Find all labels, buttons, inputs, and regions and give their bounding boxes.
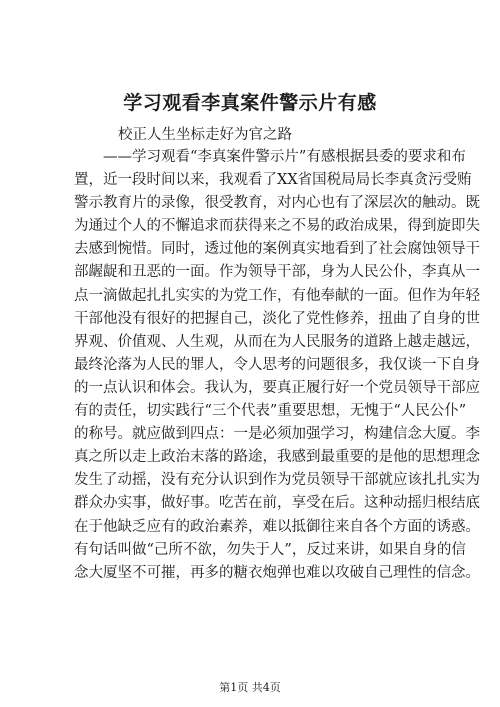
body-line: 的一点认识和体会。我认为，要真正履行好一个党员领导干部应 bbox=[74, 379, 480, 396]
body-line: 有的责任，切实践行“三个代表”重要思想，无愧于“人民公仆” bbox=[74, 403, 467, 420]
body-line: 真之所以走上政治末落的路途，我感到最重要的是他的思想理念 bbox=[74, 449, 480, 466]
document-body bbox=[74, 146, 480, 585]
body-line: 去感到惋惜。同时，透过他的案例真实地看到了社会腐蚀领导干 bbox=[74, 241, 480, 258]
body-line: ——学习观看“李真案件警示片”有感根据县委的要求和布 bbox=[103, 149, 466, 165]
body-line: 为通过个人的不懈追求而获得来之不易的政治成果，得到旋即失 bbox=[74, 218, 480, 235]
body-line: 群众办实事，做好事。吃苦在前，享受在后。这种动摇归根结底 bbox=[74, 495, 480, 512]
body-line: 念大厦坚不可摧，再多的糖衣炮弹也难以攻破自己理性的信念。 bbox=[74, 564, 480, 581]
body-line: 发生了动摇，没有充分认识到作为党员领导干部就应该扎扎实为 bbox=[74, 472, 480, 489]
body-line: 有句话叫做“己所不欲，勿失于人”，反过来讲，如果自身的信 bbox=[74, 541, 466, 558]
document-subtitle: 校正人生坐标走好为官之路 bbox=[118, 127, 292, 143]
body-line: 最终沦落为人民的罪人，令人思考的问题很多，我仅谈一下自身 bbox=[74, 356, 480, 373]
body-line: 部龌龊和丑恶的一面。作为领导干部，身为人民公仆，李真从一 bbox=[74, 264, 480, 281]
body-line: 警示教育片的录像，很受教育，对内心也有了深层次的触动。既 bbox=[74, 195, 480, 212]
page-footer: 第1页 共4页 bbox=[219, 681, 281, 694]
body-line: 干部他没有很好的把握自己，淡化了党性修养，扭曲了自身的世 bbox=[74, 310, 480, 327]
body-line: 的称号。就应做到四点：一是必须加强学习，构建信念大厦。李 bbox=[74, 426, 480, 443]
body-line: 在于他缺乏应有的政治素养，难以抵御往来自各个方面的诱惑。 bbox=[74, 518, 480, 535]
body-line: 点一滴做起扎扎实实的为党工作，有他奉献的一面。但作为年轻 bbox=[74, 287, 480, 304]
body-line: 界观、价值观、人生观，从而在为人民服务的道路上越走越远， bbox=[74, 333, 480, 350]
document-title: 学习观看李真案件警示片有感 bbox=[123, 92, 377, 114]
body-line: 置，近一段时间以来，我观看了XX省国税局局长李真贪污受贿 bbox=[74, 172, 472, 189]
